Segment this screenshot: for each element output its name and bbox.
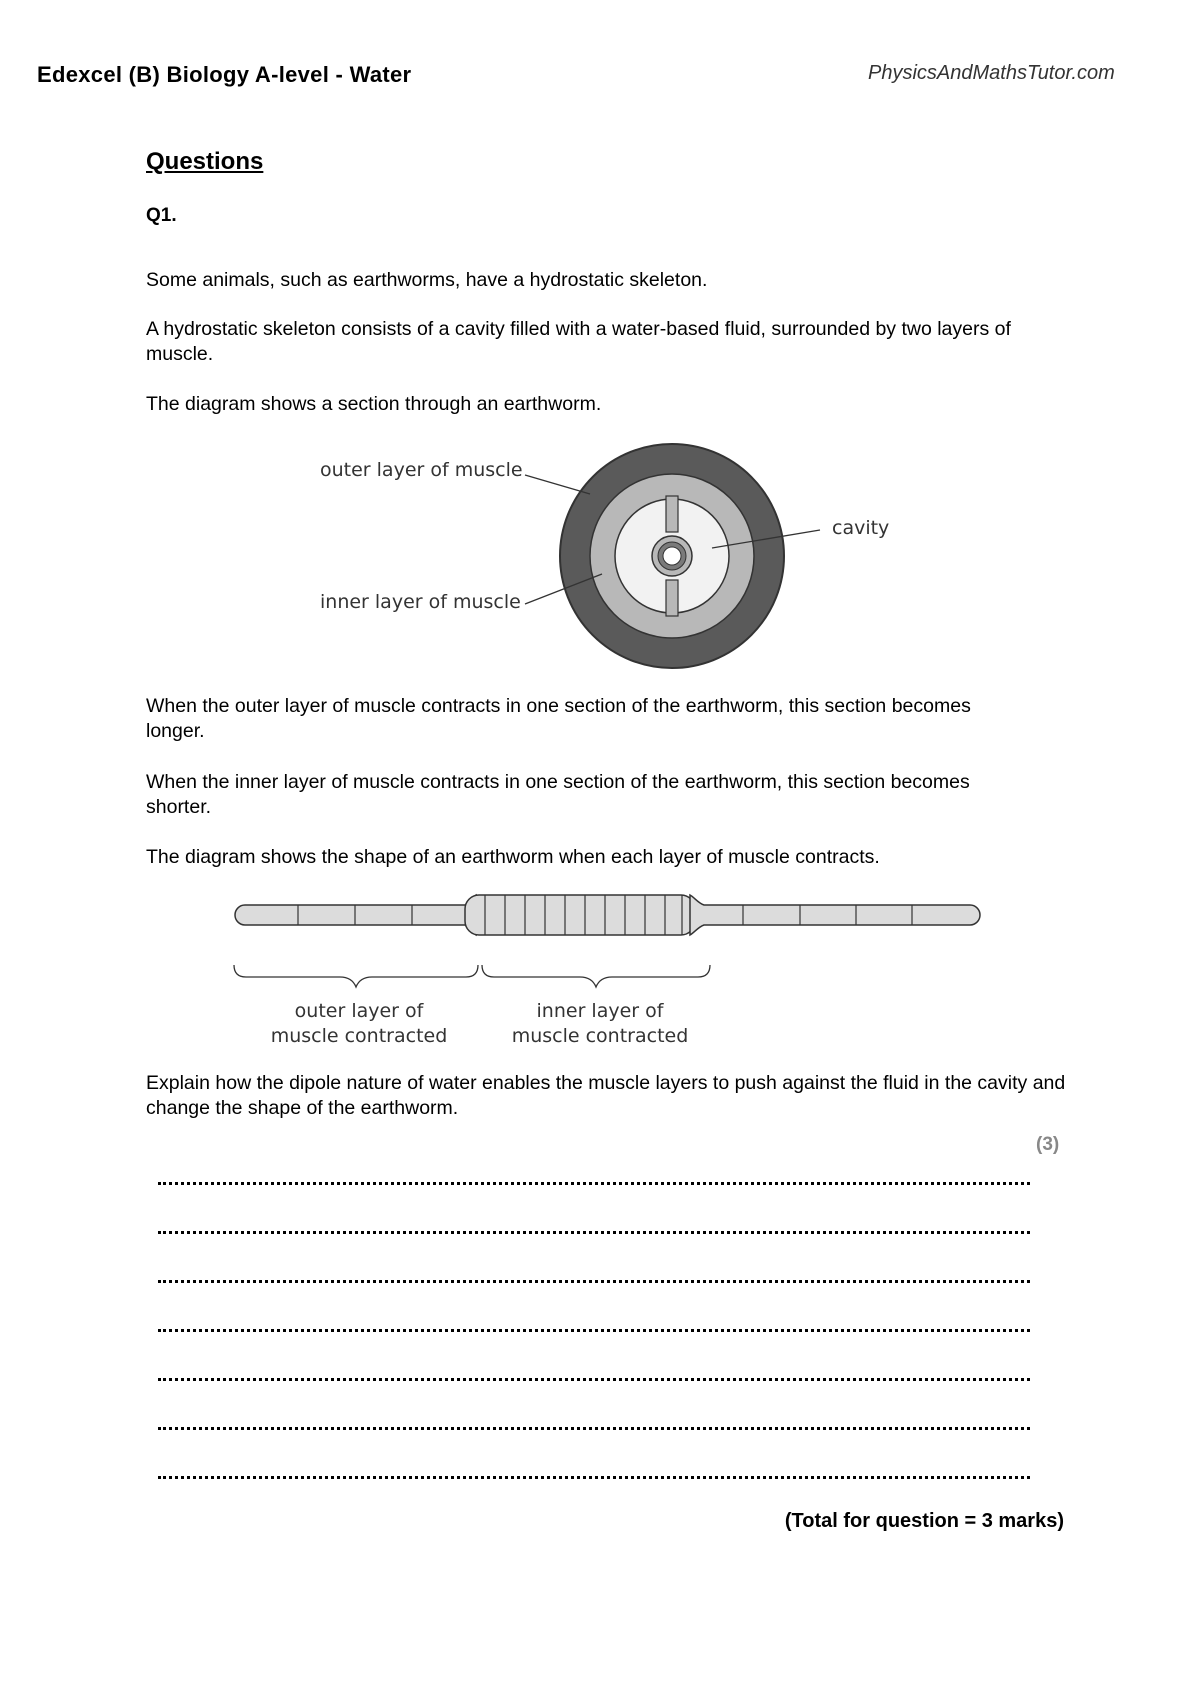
answer-line[interactable]: [158, 1182, 1030, 1185]
inner-muscle-label: inner layer of muscle: [320, 591, 521, 613]
worm-middle-segment: [465, 895, 695, 935]
gut-lumen: [663, 547, 681, 565]
answer-line[interactable]: [158, 1476, 1030, 1479]
cavity-label: cavity: [832, 517, 890, 539]
upper-partition: [666, 496, 678, 532]
question-paragraph-4: When the outer layer of muscle contracts in one section of the earthworm, this section becomes longer.: [146, 695, 971, 742]
outer-muscle-label: outer layer of muscle: [320, 459, 523, 481]
outer-label-leader: [525, 475, 590, 494]
question-number: Q1.: [146, 205, 177, 226]
outer-contracted-label-1: outer layer of: [294, 1000, 424, 1022]
inner-contracted-label-1: inner layer of: [536, 1000, 664, 1022]
document-title: Edexcel (B) Biology A-level - Water: [37, 62, 412, 87]
worm-right-segment: [690, 895, 980, 935]
outer-contracted-brace: [234, 965, 478, 987]
answer-line[interactable]: [158, 1427, 1030, 1430]
marks-indicator: (3): [1036, 1134, 1060, 1155]
question-total-marks: (Total for question = 3 marks): [784, 1510, 1064, 1532]
outer-contracted-label-2: muscle contracted: [270, 1025, 448, 1047]
inner-contracted-label-2: muscle contracted: [511, 1025, 689, 1047]
answer-line[interactable]: [158, 1378, 1030, 1381]
earthworm-shape-diagram: [220, 885, 990, 1055]
answer-line[interactable]: [158, 1329, 1030, 1332]
site-name: PhysicsAndMathsTutor.com: [868, 62, 1115, 84]
question-prompt: Explain how the dipole nature of water enables the muscle layers to push against the fluid in the cavity and change the shape of the earthworm.: [146, 1072, 1066, 1119]
inner-contracted-brace: [482, 965, 710, 987]
answer-line[interactable]: [158, 1280, 1030, 1283]
question-paragraph-2: A hydrostatic skeleton consists of a cavity filled with a water-based fluid, surrounded by two layers of muscle.: [146, 318, 1011, 365]
section-title: Questions: [146, 148, 264, 175]
question-paragraph-6: The diagram shows the shape of an earthworm when each layer of muscle contracts.: [146, 846, 880, 868]
question-paragraph-5: When the inner layer of muscle contracts in one section of the earthworm, this section becomes shorter.: [146, 771, 970, 818]
question-paragraph-3: The diagram shows a section through an earthworm.: [146, 393, 602, 415]
earthworm-cross-section-diagram: [300, 430, 920, 670]
answer-line[interactable]: [158, 1231, 1030, 1234]
lower-partition: [666, 580, 678, 616]
question-paragraph-1: Some animals, such as earthworms, have a hydrostatic skeleton.: [146, 269, 708, 291]
